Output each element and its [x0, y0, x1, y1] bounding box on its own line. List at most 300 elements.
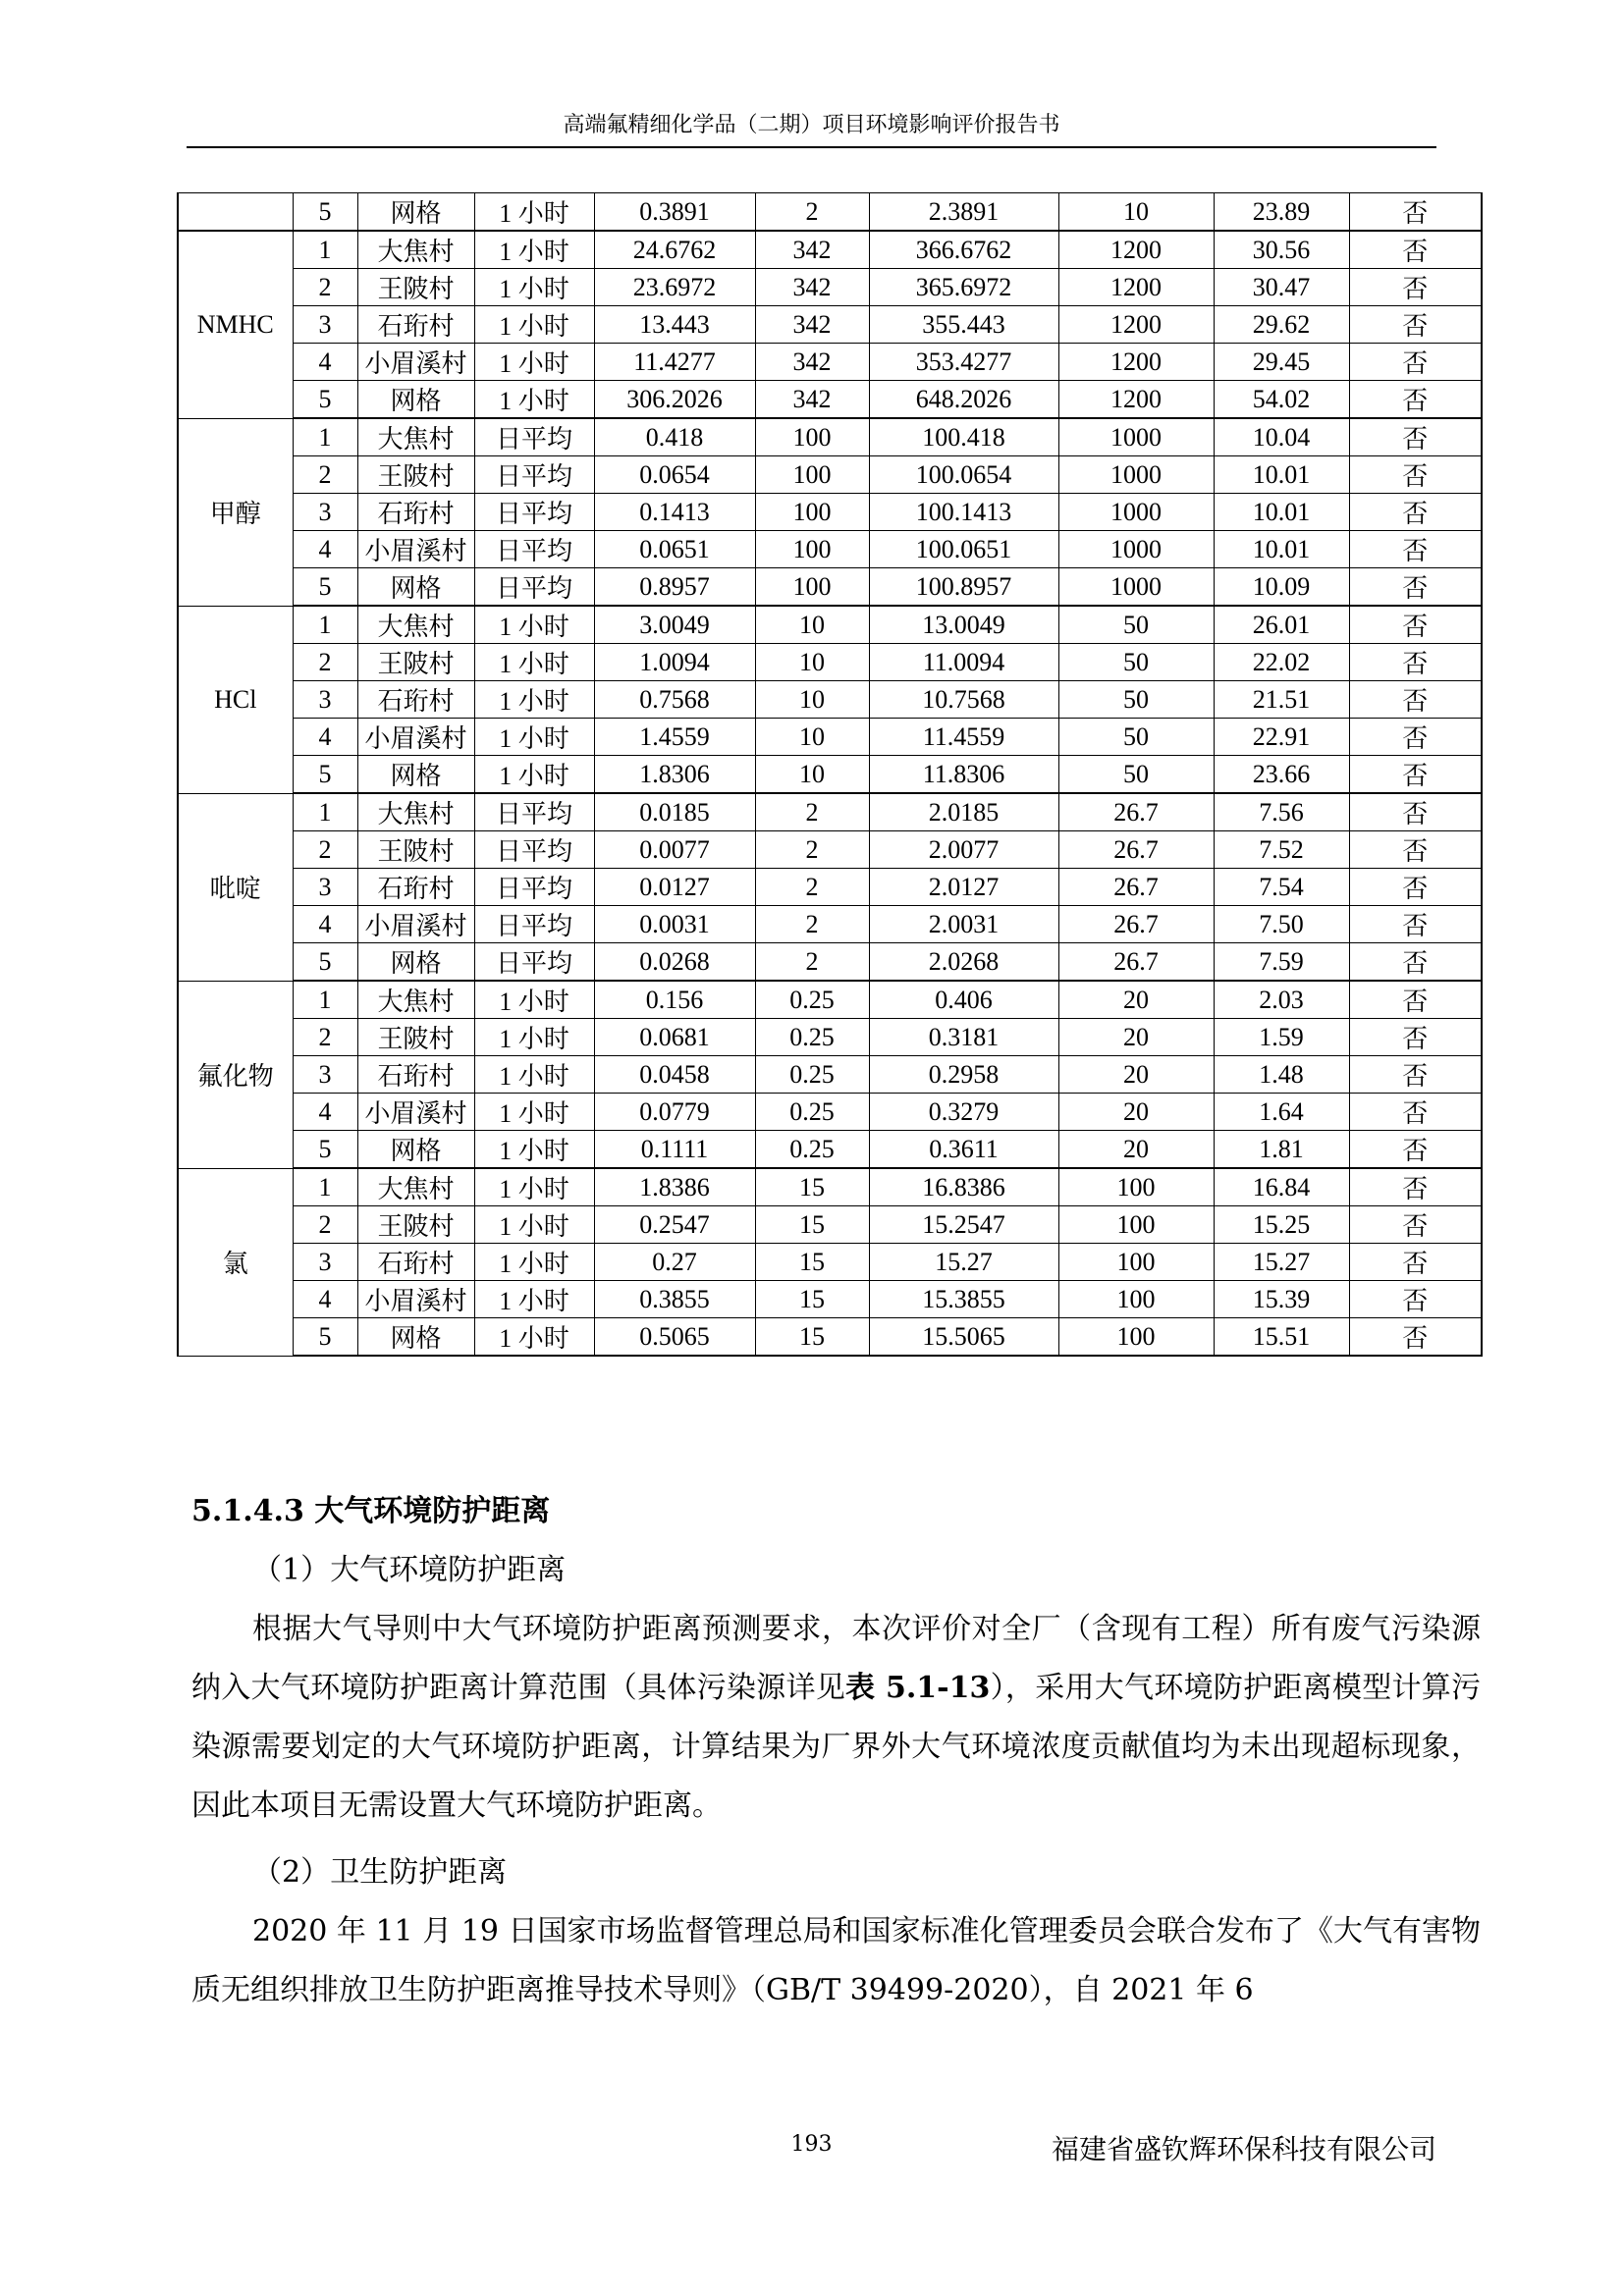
row-number: 1 [293, 981, 357, 1019]
background-value: 342 [755, 306, 869, 344]
table-row [178, 193, 1482, 232]
superimposed-value: 2.0031 [869, 906, 1058, 943]
background-value: 2 [755, 943, 869, 982]
table-row [178, 1094, 1482, 1131]
averaging-time: 1 小时 [474, 1094, 594, 1131]
table-row [178, 418, 1482, 456]
row-number: 1 [293, 606, 357, 644]
standard-value: 100 [1058, 1244, 1214, 1281]
site-name: 石珩村 [357, 1056, 474, 1094]
background-value: 15 [755, 1206, 869, 1244]
contribution-value: 11.4277 [594, 344, 755, 381]
table-row [178, 1131, 1482, 1169]
contribution-value: 0.0127 [594, 869, 755, 906]
site-name: 石珩村 [357, 869, 474, 906]
exceed-flag: 否 [1349, 1131, 1482, 1169]
background-value: 100 [755, 456, 869, 494]
contribution-value: 0.7568 [594, 681, 755, 719]
row-number: 4 [293, 906, 357, 943]
row-number: 1 [293, 793, 357, 831]
row-number: 4 [293, 1094, 357, 1131]
percentage: 21.51 [1214, 681, 1349, 719]
percentage: 54.02 [1214, 381, 1349, 419]
percentage: 15.39 [1214, 1281, 1349, 1318]
contribution-value: 306.2026 [594, 381, 755, 419]
standard-value: 1200 [1058, 306, 1214, 344]
averaging-time: 日平均 [474, 418, 594, 456]
site-name: 小眉溪村 [357, 1094, 474, 1131]
standard-value: 20 [1058, 1094, 1214, 1131]
superimposed-value: 100.0651 [869, 531, 1058, 568]
averaging-time: 1 小时 [474, 644, 594, 681]
superimposed-value: 15.27 [869, 1244, 1058, 1281]
percentage: 16.84 [1214, 1168, 1349, 1206]
company-name: 福建省盛钦辉环保科技有限公司 [1051, 2133, 1436, 2165]
standard-value: 1200 [1058, 381, 1214, 419]
contribution-value: 0.1111 [594, 1131, 755, 1169]
percentage: 26.01 [1214, 606, 1349, 644]
exceed-flag: 否 [1349, 719, 1482, 756]
contribution-value: 0.0268 [594, 943, 755, 982]
paragraph-1-b: ），采用大气环境防护距离模型计算污染源需要划定的大气环境防护距离，计算结果为厂界外大气环境浓度贡献值均为未出现超标现象，因此本项目无需设置大气环境防护距离。 [191, 1671, 1482, 1823]
averaging-time: 日平均 [474, 869, 594, 906]
superimposed-value: 11.0094 [869, 644, 1058, 681]
site-name: 小眉溪村 [357, 906, 474, 943]
standard-value: 50 [1058, 606, 1214, 644]
percentage: 7.54 [1214, 869, 1349, 906]
row-number: 1 [293, 1168, 357, 1206]
background-value: 100 [755, 568, 869, 607]
site-name: 网格 [357, 1131, 474, 1169]
contribution-value: 0.0651 [594, 531, 755, 568]
background-value: 10 [755, 719, 869, 756]
superimposed-value: 648.2026 [869, 381, 1058, 419]
background-value: 0.25 [755, 1019, 869, 1056]
background-value: 15 [755, 1244, 869, 1281]
exceed-flag: 否 [1349, 193, 1482, 232]
table-row [178, 306, 1482, 344]
superimposed-value: 365.6972 [869, 269, 1058, 306]
contribution-value: 0.27 [594, 1244, 755, 1281]
averaging-time: 1 小时 [474, 756, 594, 794]
background-value: 342 [755, 231, 869, 269]
percentage: 1.59 [1214, 1019, 1349, 1056]
percentage: 7.59 [1214, 943, 1349, 982]
percentage: 10.09 [1214, 568, 1349, 607]
contribution-value: 0.0031 [594, 906, 755, 943]
contribution-value: 23.6972 [594, 269, 755, 306]
contribution-value: 0.0779 [594, 1094, 755, 1131]
row-number: 2 [293, 1019, 357, 1056]
standard-value: 26.7 [1058, 793, 1214, 831]
superimposed-value: 2.0268 [869, 943, 1058, 982]
contribution-value: 0.2547 [594, 1206, 755, 1244]
table-row [178, 1019, 1482, 1056]
averaging-time: 日平均 [474, 831, 594, 869]
row-number: 5 [293, 943, 357, 982]
standard-value: 50 [1058, 681, 1214, 719]
background-value: 2 [755, 793, 869, 831]
exceed-flag: 否 [1349, 943, 1482, 982]
superimposed-value: 366.6762 [869, 231, 1058, 269]
row-number: 2 [293, 456, 357, 494]
background-value: 342 [755, 344, 869, 381]
percentage: 7.50 [1214, 906, 1349, 943]
averaging-time: 1 小时 [474, 344, 594, 381]
exceed-flag: 否 [1349, 869, 1482, 906]
exceed-flag: 否 [1349, 1056, 1482, 1094]
contribution-value: 0.8957 [594, 568, 755, 607]
table-reference: 表 5.1-13 [845, 1671, 991, 1705]
standard-value: 100 [1058, 1206, 1214, 1244]
background-value: 15 [755, 1281, 869, 1318]
background-value: 10 [755, 756, 869, 794]
exceed-flag: 否 [1349, 1206, 1482, 1244]
exceed-flag: 否 [1349, 644, 1482, 681]
percentage: 7.56 [1214, 793, 1349, 831]
superimposed-value: 16.8386 [869, 1168, 1058, 1206]
pollutant-cell: 氯 [178, 1168, 293, 1356]
percentage: 1.48 [1214, 1056, 1349, 1094]
superimposed-value: 15.5065 [869, 1318, 1058, 1357]
averaging-time: 1 小时 [474, 1131, 594, 1169]
site-name: 石珩村 [357, 494, 474, 531]
row-number: 3 [293, 306, 357, 344]
percentage: 29.62 [1214, 306, 1349, 344]
table-row [178, 681, 1482, 719]
site-name: 王陂村 [357, 644, 474, 681]
exceed-flag: 否 [1349, 831, 1482, 869]
standard-value: 100 [1058, 1281, 1214, 1318]
site-name: 大焦村 [357, 231, 474, 269]
standard-value: 26.7 [1058, 869, 1214, 906]
standard-value: 1000 [1058, 418, 1214, 456]
averaging-time: 1 小时 [474, 1056, 594, 1094]
averaging-time: 1 小时 [474, 1206, 594, 1244]
row-number: 3 [293, 1244, 357, 1281]
site-name: 网格 [357, 1318, 474, 1357]
averaging-time: 日平均 [474, 943, 594, 982]
exceed-flag: 否 [1349, 756, 1482, 794]
background-value: 0.25 [755, 1094, 869, 1131]
standard-value: 20 [1058, 1056, 1214, 1094]
paragraph-1 [191, 1600, 1481, 1836]
percentage: 10.01 [1214, 456, 1349, 494]
table-row [178, 1318, 1482, 1357]
exceed-flag: 否 [1349, 568, 1482, 607]
standard-value: 50 [1058, 756, 1214, 794]
superimposed-value: 100.1413 [869, 494, 1058, 531]
site-name: 王陂村 [357, 1019, 474, 1056]
row-number: 5 [293, 568, 357, 607]
exceed-flag: 否 [1349, 306, 1482, 344]
standard-value: 10 [1058, 193, 1214, 232]
exceed-flag: 否 [1349, 494, 1482, 531]
standard-value: 1000 [1058, 531, 1214, 568]
site-name: 王陂村 [357, 831, 474, 869]
exceed-flag: 否 [1349, 793, 1482, 831]
exceed-flag: 否 [1349, 418, 1482, 456]
row-number: 4 [293, 344, 357, 381]
exceed-flag: 否 [1349, 1318, 1482, 1357]
contribution-value: 0.0458 [594, 1056, 755, 1094]
exceed-flag: 否 [1349, 1281, 1482, 1318]
percentage: 30.47 [1214, 269, 1349, 306]
row-number: 4 [293, 1281, 357, 1318]
superimposed-value: 0.3279 [869, 1094, 1058, 1131]
contribution-value: 13.443 [594, 306, 755, 344]
site-name: 大焦村 [357, 606, 474, 644]
site-name: 王陂村 [357, 456, 474, 494]
averaging-time: 1 小时 [474, 193, 594, 232]
row-number: 5 [293, 381, 357, 419]
averaging-time: 1 小时 [474, 1244, 594, 1281]
averaging-time: 1 小时 [474, 1168, 594, 1206]
background-value: 0.25 [755, 1056, 869, 1094]
superimposed-value: 355.443 [869, 306, 1058, 344]
row-number: 2 [293, 644, 357, 681]
background-value: 10 [755, 681, 869, 719]
subsection-1: （1）大气环境防护距离 [252, 1553, 567, 1587]
exceed-flag: 否 [1349, 344, 1482, 381]
contribution-value: 24.6762 [594, 231, 755, 269]
contribution-value: 0.0077 [594, 831, 755, 869]
contribution-value: 1.4559 [594, 719, 755, 756]
percentage: 23.89 [1214, 193, 1349, 232]
percentage: 2.03 [1214, 981, 1349, 1019]
superimposed-value: 15.2547 [869, 1206, 1058, 1244]
table-row [178, 869, 1482, 906]
pollutant-cell [178, 193, 293, 232]
contribution-value: 0.3891 [594, 193, 755, 232]
site-name: 小眉溪村 [357, 531, 474, 568]
percentage: 29.45 [1214, 344, 1349, 381]
row-number: 4 [293, 719, 357, 756]
site-name: 小眉溪村 [357, 344, 474, 381]
averaging-time: 1 小时 [474, 681, 594, 719]
contribution-value: 1.8386 [594, 1168, 755, 1206]
table-row [178, 1281, 1482, 1318]
site-name: 网格 [357, 943, 474, 982]
contribution-value: 1.0094 [594, 644, 755, 681]
superimposed-value: 100.0654 [869, 456, 1058, 494]
site-name: 王陂村 [357, 1206, 474, 1244]
averaging-time: 日平均 [474, 906, 594, 943]
background-value: 15 [755, 1318, 869, 1357]
averaging-time: 日平均 [474, 531, 594, 568]
paragraph-2: 2020 年 11 月 19 日国家市场监督管理总局和国家标准化管理委员会联合发布了《大气有害物质无组织排放卫生防护距离推导技术导则》（GB/T 39499-2020），自 2021 年 6 [191, 1914, 1481, 2007]
row-number: 5 [293, 756, 357, 794]
table-row [178, 644, 1482, 681]
background-value: 342 [755, 381, 869, 419]
site-name: 小眉溪村 [357, 1281, 474, 1318]
superimposed-value: 100.8957 [869, 568, 1058, 607]
table-row [178, 344, 1482, 381]
percentage: 15.51 [1214, 1318, 1349, 1357]
percentage: 10.01 [1214, 531, 1349, 568]
averaging-time: 1 小时 [474, 306, 594, 344]
standard-value: 26.7 [1058, 906, 1214, 943]
averaging-time: 1 小时 [474, 231, 594, 269]
superimposed-value: 15.3855 [869, 1281, 1058, 1318]
site-name: 小眉溪村 [357, 719, 474, 756]
site-name: 网格 [357, 193, 474, 232]
averaging-time: 1 小时 [474, 1019, 594, 1056]
superimposed-value: 2.0185 [869, 793, 1058, 831]
averaging-time: 1 小时 [474, 719, 594, 756]
averaging-time: 日平均 [474, 456, 594, 494]
table-row [178, 719, 1482, 756]
pollutant-cell: 氟化物 [178, 981, 293, 1168]
site-name: 网格 [357, 568, 474, 607]
superimposed-value: 2.0077 [869, 831, 1058, 869]
background-value: 342 [755, 269, 869, 306]
row-number: 2 [293, 1206, 357, 1244]
table-row [178, 231, 1482, 269]
site-name: 石珩村 [357, 306, 474, 344]
percentage: 1.81 [1214, 1131, 1349, 1169]
averaging-time: 1 小时 [474, 1318, 594, 1357]
exceed-flag: 否 [1349, 906, 1482, 943]
background-value: 10 [755, 606, 869, 644]
averaging-time: 1 小时 [474, 269, 594, 306]
averaging-time: 1 小时 [474, 1281, 594, 1318]
averaging-time: 1 小时 [474, 606, 594, 644]
standard-value: 1000 [1058, 456, 1214, 494]
table-row [178, 981, 1482, 1019]
row-number: 1 [293, 418, 357, 456]
row-number: 4 [293, 531, 357, 568]
table-row [178, 1168, 1482, 1206]
section-content [191, 1482, 1481, 2020]
contribution-value: 0.1413 [594, 494, 755, 531]
table-row [178, 531, 1482, 568]
standard-value: 20 [1058, 1019, 1214, 1056]
site-name: 大焦村 [357, 981, 474, 1019]
exceed-flag: 否 [1349, 1094, 1482, 1131]
background-value: 2 [755, 906, 869, 943]
background-value: 2 [755, 193, 869, 232]
background-value: 2 [755, 831, 869, 869]
table-row [178, 1056, 1482, 1094]
contribution-value: 0.3855 [594, 1281, 755, 1318]
contribution-value: 3.0049 [594, 606, 755, 644]
standard-value: 20 [1058, 981, 1214, 1019]
exceed-flag: 否 [1349, 269, 1482, 306]
superimposed-value: 0.2958 [869, 1056, 1058, 1094]
contribution-value: 0.418 [594, 418, 755, 456]
background-value: 100 [755, 494, 869, 531]
averaging-time: 日平均 [474, 494, 594, 531]
background-value: 100 [755, 418, 869, 456]
standard-value: 100 [1058, 1318, 1214, 1357]
averaging-time: 1 小时 [474, 381, 594, 419]
row-number: 3 [293, 681, 357, 719]
superimposed-value: 0.3181 [869, 1019, 1058, 1056]
table-row [178, 568, 1482, 607]
site-name: 大焦村 [357, 1168, 474, 1206]
table-row [178, 756, 1482, 794]
superimposed-value: 11.4559 [869, 719, 1058, 756]
site-name: 石珩村 [357, 681, 474, 719]
table-row [178, 943, 1482, 982]
standard-value: 1000 [1058, 568, 1214, 607]
table-row [178, 494, 1482, 531]
standard-value: 100 [1058, 1168, 1214, 1206]
table-row [178, 793, 1482, 831]
exceed-flag: 否 [1349, 1019, 1482, 1056]
contribution-value: 0.0681 [594, 1019, 755, 1056]
contribution-value: 0.0185 [594, 793, 755, 831]
table-row [178, 606, 1482, 644]
row-number: 1 [293, 231, 357, 269]
exceed-flag: 否 [1349, 231, 1482, 269]
superimposed-value: 353.4277 [869, 344, 1058, 381]
section-title: 5.1.4.3 大气环境防护距离 [191, 1494, 551, 1528]
percentage: 1.64 [1214, 1094, 1349, 1131]
subsection-2: （2）卫生防护距离 [252, 1855, 508, 1890]
row-number: 5 [293, 1318, 357, 1357]
table-row [178, 1244, 1482, 1281]
pollutant-cell: 甲醇 [178, 418, 293, 606]
background-value: 10 [755, 644, 869, 681]
superimposed-value: 13.0049 [869, 606, 1058, 644]
standard-value: 20 [1058, 1131, 1214, 1169]
pollutant-cell: 吡啶 [178, 793, 293, 981]
background-value: 2 [755, 869, 869, 906]
table-row [178, 381, 1482, 419]
pollutant-cell: NMHC [178, 231, 293, 418]
table-row [178, 906, 1482, 943]
exceed-flag: 否 [1349, 681, 1482, 719]
paragraph-1-a: 根据大气导则中大气环境防护距离预测要求，本次评价对全厂（含现有工程）所有废气污染源纳入大气环境防护距离计算范围（具体污染源详见 [191, 1612, 1481, 1705]
exceed-flag: 否 [1349, 1244, 1482, 1281]
site-name: 网格 [357, 756, 474, 794]
superimposed-value: 0.406 [869, 981, 1058, 1019]
pollutant-cell: HCl [178, 606, 293, 793]
averaging-time: 日平均 [474, 793, 594, 831]
standard-value: 50 [1058, 719, 1214, 756]
percentage: 15.27 [1214, 1244, 1349, 1281]
percentage: 22.02 [1214, 644, 1349, 681]
table-row [178, 456, 1482, 494]
site-name: 石珩村 [357, 1244, 474, 1281]
row-number: 3 [293, 869, 357, 906]
standard-value: 1200 [1058, 344, 1214, 381]
standard-value: 1200 [1058, 231, 1214, 269]
row-number: 3 [293, 494, 357, 531]
standard-value: 1200 [1058, 269, 1214, 306]
exceed-flag: 否 [1349, 531, 1482, 568]
row-number: 3 [293, 1056, 357, 1094]
page-number: 193 [790, 2132, 833, 2157]
percentage: 23.66 [1214, 756, 1349, 794]
percentage: 7.52 [1214, 831, 1349, 869]
percentage: 10.01 [1214, 494, 1349, 531]
exceed-flag: 否 [1349, 981, 1482, 1019]
table-row [178, 1206, 1482, 1244]
averaging-time: 1 小时 [474, 981, 594, 1019]
percentage: 22.91 [1214, 719, 1349, 756]
site-name: 网格 [357, 381, 474, 419]
contribution-value: 1.8306 [594, 756, 755, 794]
page-header: 高端氟精细化学品（二期）项目环境影响评价报告书 [187, 108, 1436, 148]
background-value: 0.25 [755, 981, 869, 1019]
exceed-flag: 否 [1349, 456, 1482, 494]
superimposed-value: 2.0127 [869, 869, 1058, 906]
standard-value: 1000 [1058, 494, 1214, 531]
superimposed-value: 2.3891 [869, 193, 1058, 232]
